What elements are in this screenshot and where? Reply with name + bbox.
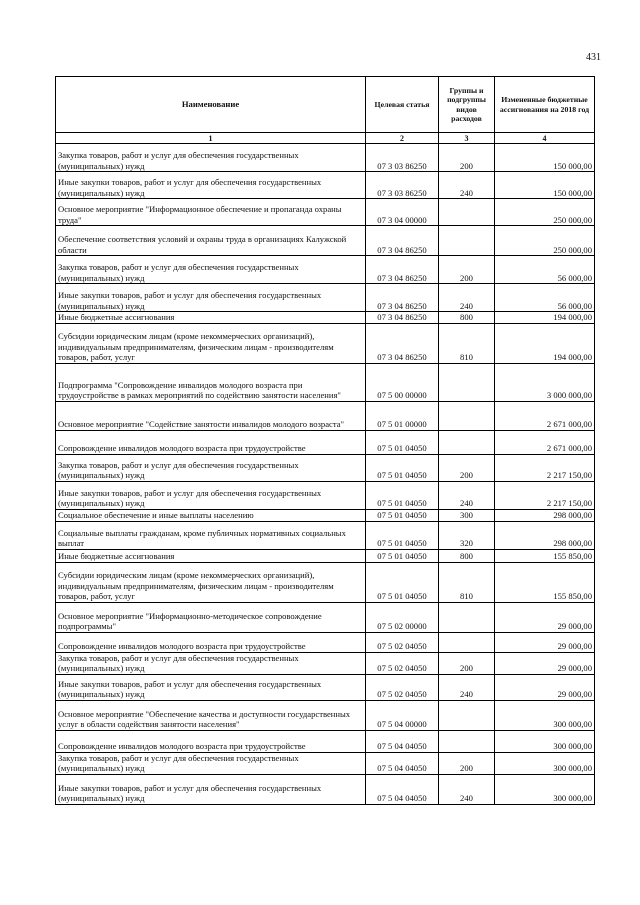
row-amount-cell: 300 000,00 <box>495 730 595 752</box>
table-row <box>56 652 595 674</box>
row-code-cell: 07 5 02 04050 <box>366 632 439 652</box>
table-row <box>56 602 595 632</box>
row-amount-cell: 150 000,00 <box>495 172 595 199</box>
row-code-cell: 07 3 04 86250 <box>366 226 439 256</box>
row-code-cell: 07 5 01 04050 <box>366 509 439 521</box>
row-name-cell: Социальные выплаты гражданам, кроме публичных нормативных социальных выплат <box>56 521 366 549</box>
row-name-cell: Иные закупки товаров, работ и услуг для обеспечения государственных (муниципальных) нужд <box>56 774 366 804</box>
page-number: 431 <box>586 52 601 63</box>
row-name-cell: Основное мероприятие "Обеспечение качества и доступности государственных услуг в области содействия занятости населения" <box>56 700 366 730</box>
row-amount-cell: 300 000,00 <box>495 700 595 730</box>
row-code-cell: 07 3 03 86250 <box>366 172 439 199</box>
row-group-cell <box>439 430 495 454</box>
row-code-cell: 07 3 04 86250 <box>366 284 439 312</box>
row-group-cell: 240 <box>439 774 495 804</box>
row-amount-cell: 150 000,00 <box>495 144 595 172</box>
table-row <box>56 521 595 549</box>
table-header <box>56 77 595 144</box>
row-amount-cell: 2 217 150,00 <box>495 481 595 509</box>
table-row <box>56 509 595 521</box>
column-number: 3 <box>439 133 495 144</box>
table-row <box>56 199 595 226</box>
table-row <box>56 401 595 430</box>
header-amount: Измененные бюджетные ассигнования на 2018 год <box>495 77 595 133</box>
row-code-cell: 07 3 04 86250 <box>366 312 439 324</box>
row-code-cell: 07 5 02 04050 <box>366 674 439 700</box>
row-amount-cell: 250 000,00 <box>495 199 595 226</box>
row-amount-cell: 300 000,00 <box>495 774 595 804</box>
column-number: 4 <box>495 133 595 144</box>
row-amount-cell: 29 000,00 <box>495 602 595 632</box>
row-group-cell: 200 <box>439 256 495 284</box>
row-name-cell: Социальное обеспечение и иные выплаты населению <box>56 509 366 521</box>
row-name-cell: Закупка товаров, работ и услуг для обеспечения государственных (муниципальных) нужд <box>56 752 366 774</box>
row-name-cell: Обеспечение соответствия условий и охраны труда в организациях Калужской области <box>56 226 366 256</box>
row-amount-cell: 29 000,00 <box>495 632 595 652</box>
row-amount-cell: 2 217 150,00 <box>495 454 595 481</box>
table-row <box>56 549 595 562</box>
row-amount-cell: 155 850,00 <box>495 549 595 562</box>
row-name-cell: Иные закупки товаров, работ и услуг для обеспечения государственных (муниципальных) нужд <box>56 481 366 509</box>
table-row <box>56 430 595 454</box>
row-code-cell: 07 5 01 04050 <box>366 454 439 481</box>
row-amount-cell: 300 000,00 <box>495 752 595 774</box>
table-row <box>56 774 595 804</box>
row-amount-cell: 155 850,00 <box>495 562 595 602</box>
table-row <box>56 226 595 256</box>
row-name-cell: Подпрограмма "Сопровождение инвалидов молодого возраста при трудоустройстве в рамках мероприятий по содействию занятости населения" <box>56 363 366 401</box>
row-name-cell: Сопровождение инвалидов молодого возраста при трудоустройстве <box>56 430 366 454</box>
table-row <box>56 454 595 481</box>
table-row <box>56 674 595 700</box>
row-group-cell: 240 <box>439 481 495 509</box>
table-row <box>56 172 595 199</box>
row-code-cell: 07 5 02 00000 <box>366 602 439 632</box>
row-group-cell: 200 <box>439 652 495 674</box>
table-row <box>56 700 595 730</box>
row-group-cell <box>439 700 495 730</box>
row-group-cell: 800 <box>439 549 495 562</box>
row-amount-cell: 56 000,00 <box>495 284 595 312</box>
row-code-cell: 07 3 04 00000 <box>366 199 439 226</box>
row-name-cell: Иные бюджетные ассигнования <box>56 312 366 324</box>
row-name-cell: Иные бюджетные ассигнования <box>56 549 366 562</box>
row-name-cell: Закупка товаров, работ и услуг для обеспечения государственных (муниципальных) нужд <box>56 256 366 284</box>
row-code-cell: 07 5 01 04050 <box>366 430 439 454</box>
row-group-cell: 810 <box>439 562 495 602</box>
table-row <box>56 256 595 284</box>
row-group-cell <box>439 401 495 430</box>
table-row <box>56 312 595 324</box>
row-code-cell: 07 3 04 86250 <box>366 256 439 284</box>
row-code-cell: 07 3 04 86250 <box>366 323 439 363</box>
table-row <box>56 144 595 172</box>
row-code-cell: 07 5 01 00000 <box>366 401 439 430</box>
column-number-row <box>56 133 595 144</box>
table-row <box>56 632 595 652</box>
row-name-cell: Сопровождение инвалидов молодого возраста при трудоустройстве <box>56 632 366 652</box>
table-row <box>56 752 595 774</box>
row-group-cell: 240 <box>439 284 495 312</box>
table-row <box>56 363 595 401</box>
row-code-cell: 07 5 01 04050 <box>366 562 439 602</box>
table-row <box>56 562 595 602</box>
row-name-cell: Сопровождение инвалидов молодого возраста при трудоустройстве <box>56 730 366 752</box>
column-number: 1 <box>56 133 366 144</box>
row-name-cell: Иные закупки товаров, работ и услуг для обеспечения государственных (муниципальных) нужд <box>56 674 366 700</box>
row-name-cell: Закупка товаров, работ и услуг для обеспечения государственных (муниципальных) нужд <box>56 454 366 481</box>
row-group-cell: 200 <box>439 752 495 774</box>
row-amount-cell: 3 000 000,00 <box>495 363 595 401</box>
row-amount-cell: 56 000,00 <box>495 256 595 284</box>
row-code-cell: 07 5 04 04050 <box>366 774 439 804</box>
budget-table <box>55 76 595 805</box>
row-code-cell: 07 5 01 04050 <box>366 481 439 509</box>
row-amount-cell: 298 000,00 <box>495 509 595 521</box>
row-name-cell: Иные закупки товаров, работ и услуг для обеспечения государственных (муниципальных) нужд <box>56 172 366 199</box>
row-group-cell: 810 <box>439 323 495 363</box>
row-code-cell: 07 5 01 04050 <box>366 521 439 549</box>
row-group-cell: 800 <box>439 312 495 324</box>
row-name-cell: Субсидии юридическим лицам (кроме некоммерческих организаций), индивидуальным предпринимателям, физическим лицам - производителям товаров, работ, услуг <box>56 323 366 363</box>
row-name-cell: Основное мероприятие "Информационное обеспечение и пропаганда охраны труда" <box>56 199 366 226</box>
table-row <box>56 284 595 312</box>
row-group-cell: 200 <box>439 454 495 481</box>
row-group-cell <box>439 199 495 226</box>
row-amount-cell: 250 000,00 <box>495 226 595 256</box>
row-group-cell: 240 <box>439 674 495 700</box>
row-group-cell <box>439 602 495 632</box>
row-group-cell <box>439 226 495 256</box>
row-group-cell: 240 <box>439 172 495 199</box>
row-amount-cell: 194 000,00 <box>495 323 595 363</box>
row-group-cell: 200 <box>439 144 495 172</box>
row-code-cell: 07 3 03 86250 <box>366 144 439 172</box>
row-amount-cell: 29 000,00 <box>495 674 595 700</box>
row-amount-cell: 298 000,00 <box>495 521 595 549</box>
row-name-cell: Закупка товаров, работ и услуг для обеспечения государственных (муниципальных) нужд <box>56 144 366 172</box>
header-name: Наименование <box>56 77 366 133</box>
table-row <box>56 323 595 363</box>
row-name-cell: Закупка товаров, работ и услуг для обеспечения государственных (муниципальных) нужд <box>56 652 366 674</box>
row-name-cell: Иные закупки товаров, работ и услуг для обеспечения государственных (муниципальных) нужд <box>56 284 366 312</box>
row-code-cell: 07 5 04 04050 <box>366 730 439 752</box>
row-group-cell <box>439 632 495 652</box>
row-name-cell: Основное мероприятие "Содействие занятости инвалидов молодого возраста" <box>56 401 366 430</box>
row-group-cell: 300 <box>439 509 495 521</box>
row-code-cell: 07 5 04 00000 <box>366 700 439 730</box>
header-group: Группы и подгруппы видов расходов <box>439 77 495 133</box>
row-code-cell: 07 5 00 00000 <box>366 363 439 401</box>
row-code-cell: 07 5 01 04050 <box>366 549 439 562</box>
row-name-cell: Субсидии юридическим лицам (кроме некоммерческих организаций), индивидуальным предпринимателям, физическим лицам - производителям товаров, работ, услуг <box>56 562 366 602</box>
row-group-cell <box>439 363 495 401</box>
column-number: 2 <box>366 133 439 144</box>
table-row <box>56 730 595 752</box>
header-code: Целевая статья <box>366 77 439 133</box>
row-group-cell: 320 <box>439 521 495 549</box>
row-code-cell: 07 5 04 04050 <box>366 752 439 774</box>
table-body <box>56 144 595 805</box>
row-amount-cell: 194 000,00 <box>495 312 595 324</box>
row-amount-cell: 2 671 000,00 <box>495 430 595 454</box>
row-group-cell <box>439 730 495 752</box>
row-amount-cell: 2 671 000,00 <box>495 401 595 430</box>
row-amount-cell: 29 000,00 <box>495 652 595 674</box>
row-name-cell: Основное мероприятие "Информационно-методическое сопровождение подпрограммы" <box>56 602 366 632</box>
table-row <box>56 481 595 509</box>
row-code-cell: 07 5 02 04050 <box>366 652 439 674</box>
